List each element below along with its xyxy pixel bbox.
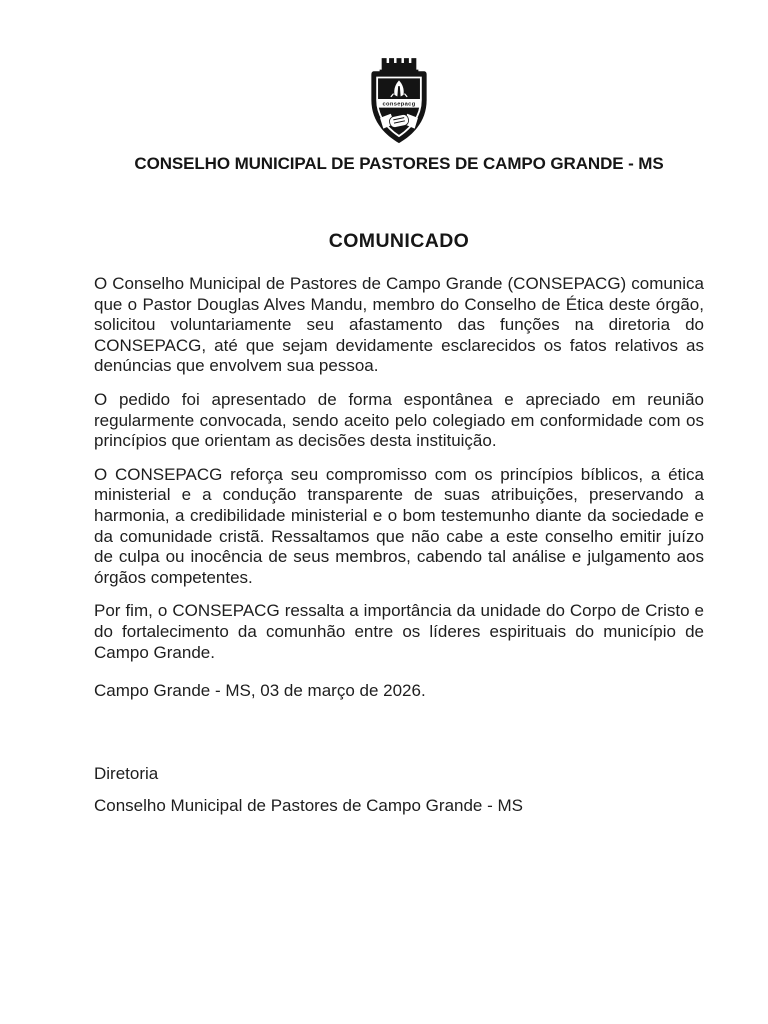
dateline: Campo Grande - MS, 03 de março de 2026.: [94, 681, 426, 701]
organization-name: CONSELHO MUNICIPAL DE PASTORES DE CAMPO GRANDE - MS: [134, 154, 664, 173]
handshake-icon: [380, 114, 418, 129]
consepacg-crest-logo: [366, 57, 432, 145]
logo-banner-text: consepacg: [382, 101, 416, 108]
paragraph-4: Por fim, o CONSEPACG ressalta a importância da unidade do Corpo de Cristo e do fortalecimento da comunhão entre os líderes espirituais do município de Campo Grande.: [94, 601, 704, 662]
document-body: [94, 274, 704, 816]
signature-organization: Conselho Municipal de Pastores de Campo Grande - MS: [94, 796, 523, 816]
logo-banner: [377, 99, 422, 108]
document-sheet: [94, 57, 704, 816]
document-title: COMUNICADO: [328, 230, 470, 252]
paragraph-3: O CONSEPACG reforça seu compromisso com os princípios bíblicos, a ética ministerial e a condução transparente de suas atribuições, preservando a harmonia, a credibilidade ministerial e o bom testemunho diante da sociedade e da comunidade cristã. Ressaltamos que não cabe a este conselho emitir juízo de culpa ou inocência de seus membros, cabendo tal análise e julgamento aos órgãos competentes.: [94, 464, 704, 587]
document-page: [0, 57, 768, 1024]
paragraph-1: O Conselho Municipal de Pastores de Campo Grande (CONSEPACG) comunica que o Pastor Douglas Alves Mandu, membro do Conselho de Ética deste órgão, solicitou voluntariamente seu afastamento das funções na diretoria do CONSEPACG, até que sejam devidamente esclarecidos os fatos relativos as denúncias que envolvem sua pessoa.: [94, 274, 704, 376]
signature-role: Diretoria: [94, 764, 159, 784]
paragraph-2: O pedido foi apresentado de forma espontânea e apreciado em reunião regularmente convocada, sendo aceito pelo colegiado em conformidade com os princípios que orientam as decisões desta instituição.: [94, 389, 704, 451]
